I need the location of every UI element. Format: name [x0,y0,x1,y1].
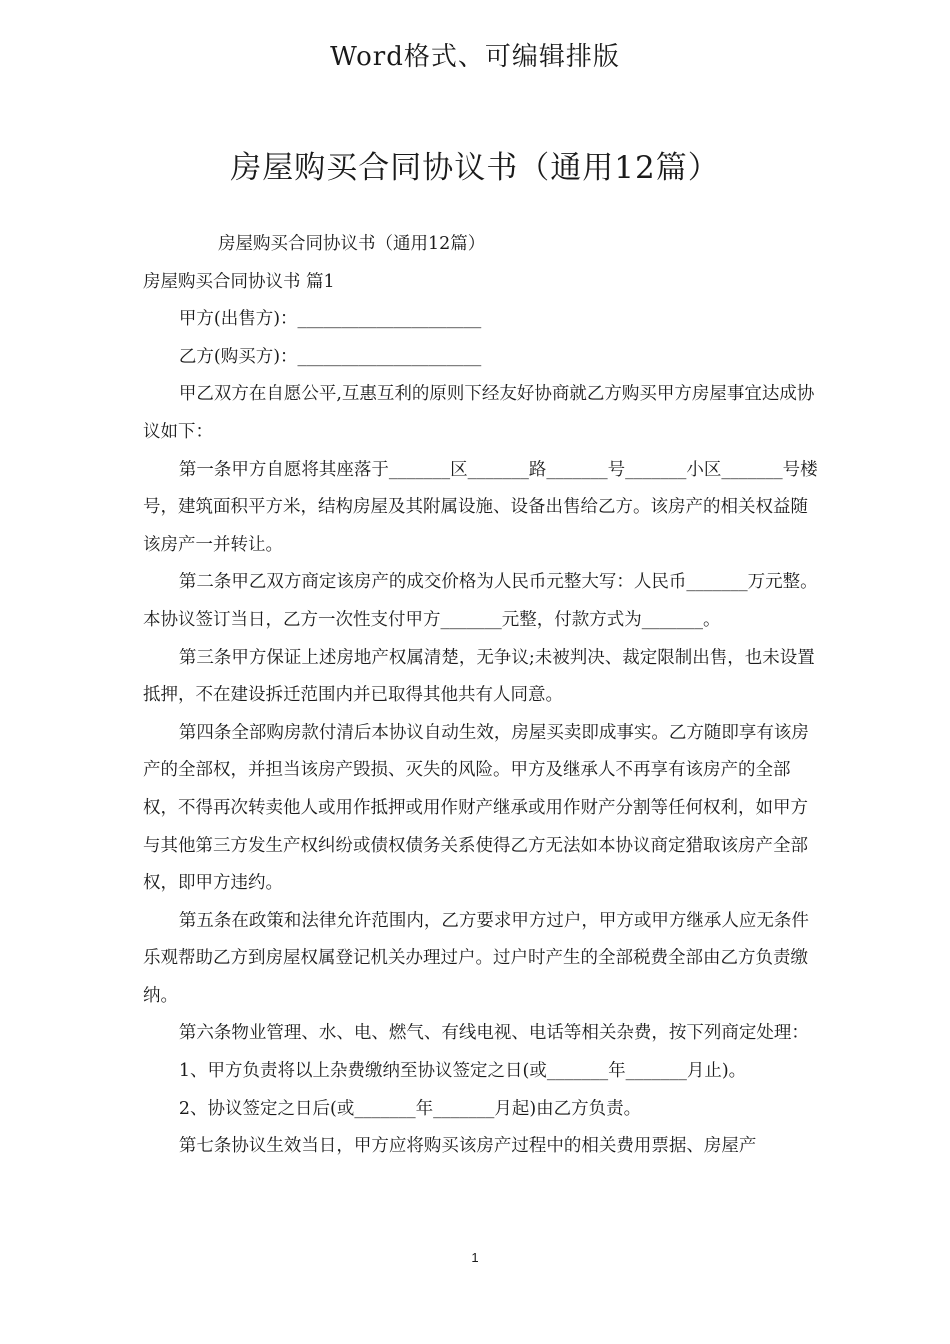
document-title: 房屋购买合同协议书（通用12篇） [230,150,720,186]
header-label: Word格式、可编辑排版 [330,42,620,72]
paragraph-article-4: 第四条全部购房款付清后本协议自动生效，房屋买卖即成事实。乙方随即享有该房产的全部权，并担当该房产毁损、灭失的风险。甲方及继承人不再享有该房产的全部权，不得再次转卖他人或用作抵押或用作财产继承或用作财产分割等任何权利，如甲方与其他第三方发生产权纠纷或债权债务关系使得乙方无法如本协议商定猎取该房产全部权，即甲方违约。 [143,722,809,894]
document-subtitle: 房屋购买合同协议书（通用12篇） [218,234,486,254]
paragraph-article-7: 第七条协议生效当日，甲方应将购买该房产过程中的相关费用票据、房屋产 [178,1136,757,1157]
paragraph-article-6: 第六条物业管理、水、电、燃气、有线电视、电话等相关杂费，按下列商定处理： [178,1023,809,1044]
party-a-line: 甲方(出售方)：_____________________ [178,309,482,330]
paragraph-article-2: 第二条甲乙双方商定该房产的成交价格为人民币元整大写：人民币_______万元整。本协议签订当日，乙方一次性支付甲方_______元整，付款方式为_______。 [143,572,818,630]
party-b-line: 乙方(购买方)：_____________________ [178,346,482,367]
paragraph-item-1: 1、甲方负责将以上杂费缴纳至协议签定之日(或_______年_______月止)。 [178,1061,747,1082]
paragraph-article-5: 第五条在政策和法律允许范围内，乙方要求甲方过户，甲方或甲方继承人应无条件乐观帮助乙方到房屋权属登记机关办理过户。过户时产生的全部税费全部由乙方负责缴纳。 [143,910,809,1006]
section-heading: 房屋购买合同协议书 篇1 [143,271,335,292]
paragraph-intro: 甲乙双方在自愿公平,互惠互利的原则下经友好协商就乙方购买甲方房屋事宜达成协议如下： [143,384,815,442]
paragraph-article-1: 第一条甲方自愿将其座落于_______区_______路_______号_______小区_______号楼号，建筑面积平方米，结构房屋及其附属设施、设备出售给乙方。该房产的相关权益随该房产一并转让。 [143,459,818,555]
paragraph-article-3: 第三条甲方保证上述房地产权属清楚，无争议;未被判决、裁定限制出售，也未设置抵押，不在建设拆迁范围内并已取得其他共有人同意。 [143,647,815,706]
document-body [143,226,819,1166]
page-number: 1 [471,1250,479,1265]
paragraph-item-2: 2、协议签定之日后(或_______年_______月起)由乙方负责。 [178,1098,642,1119]
